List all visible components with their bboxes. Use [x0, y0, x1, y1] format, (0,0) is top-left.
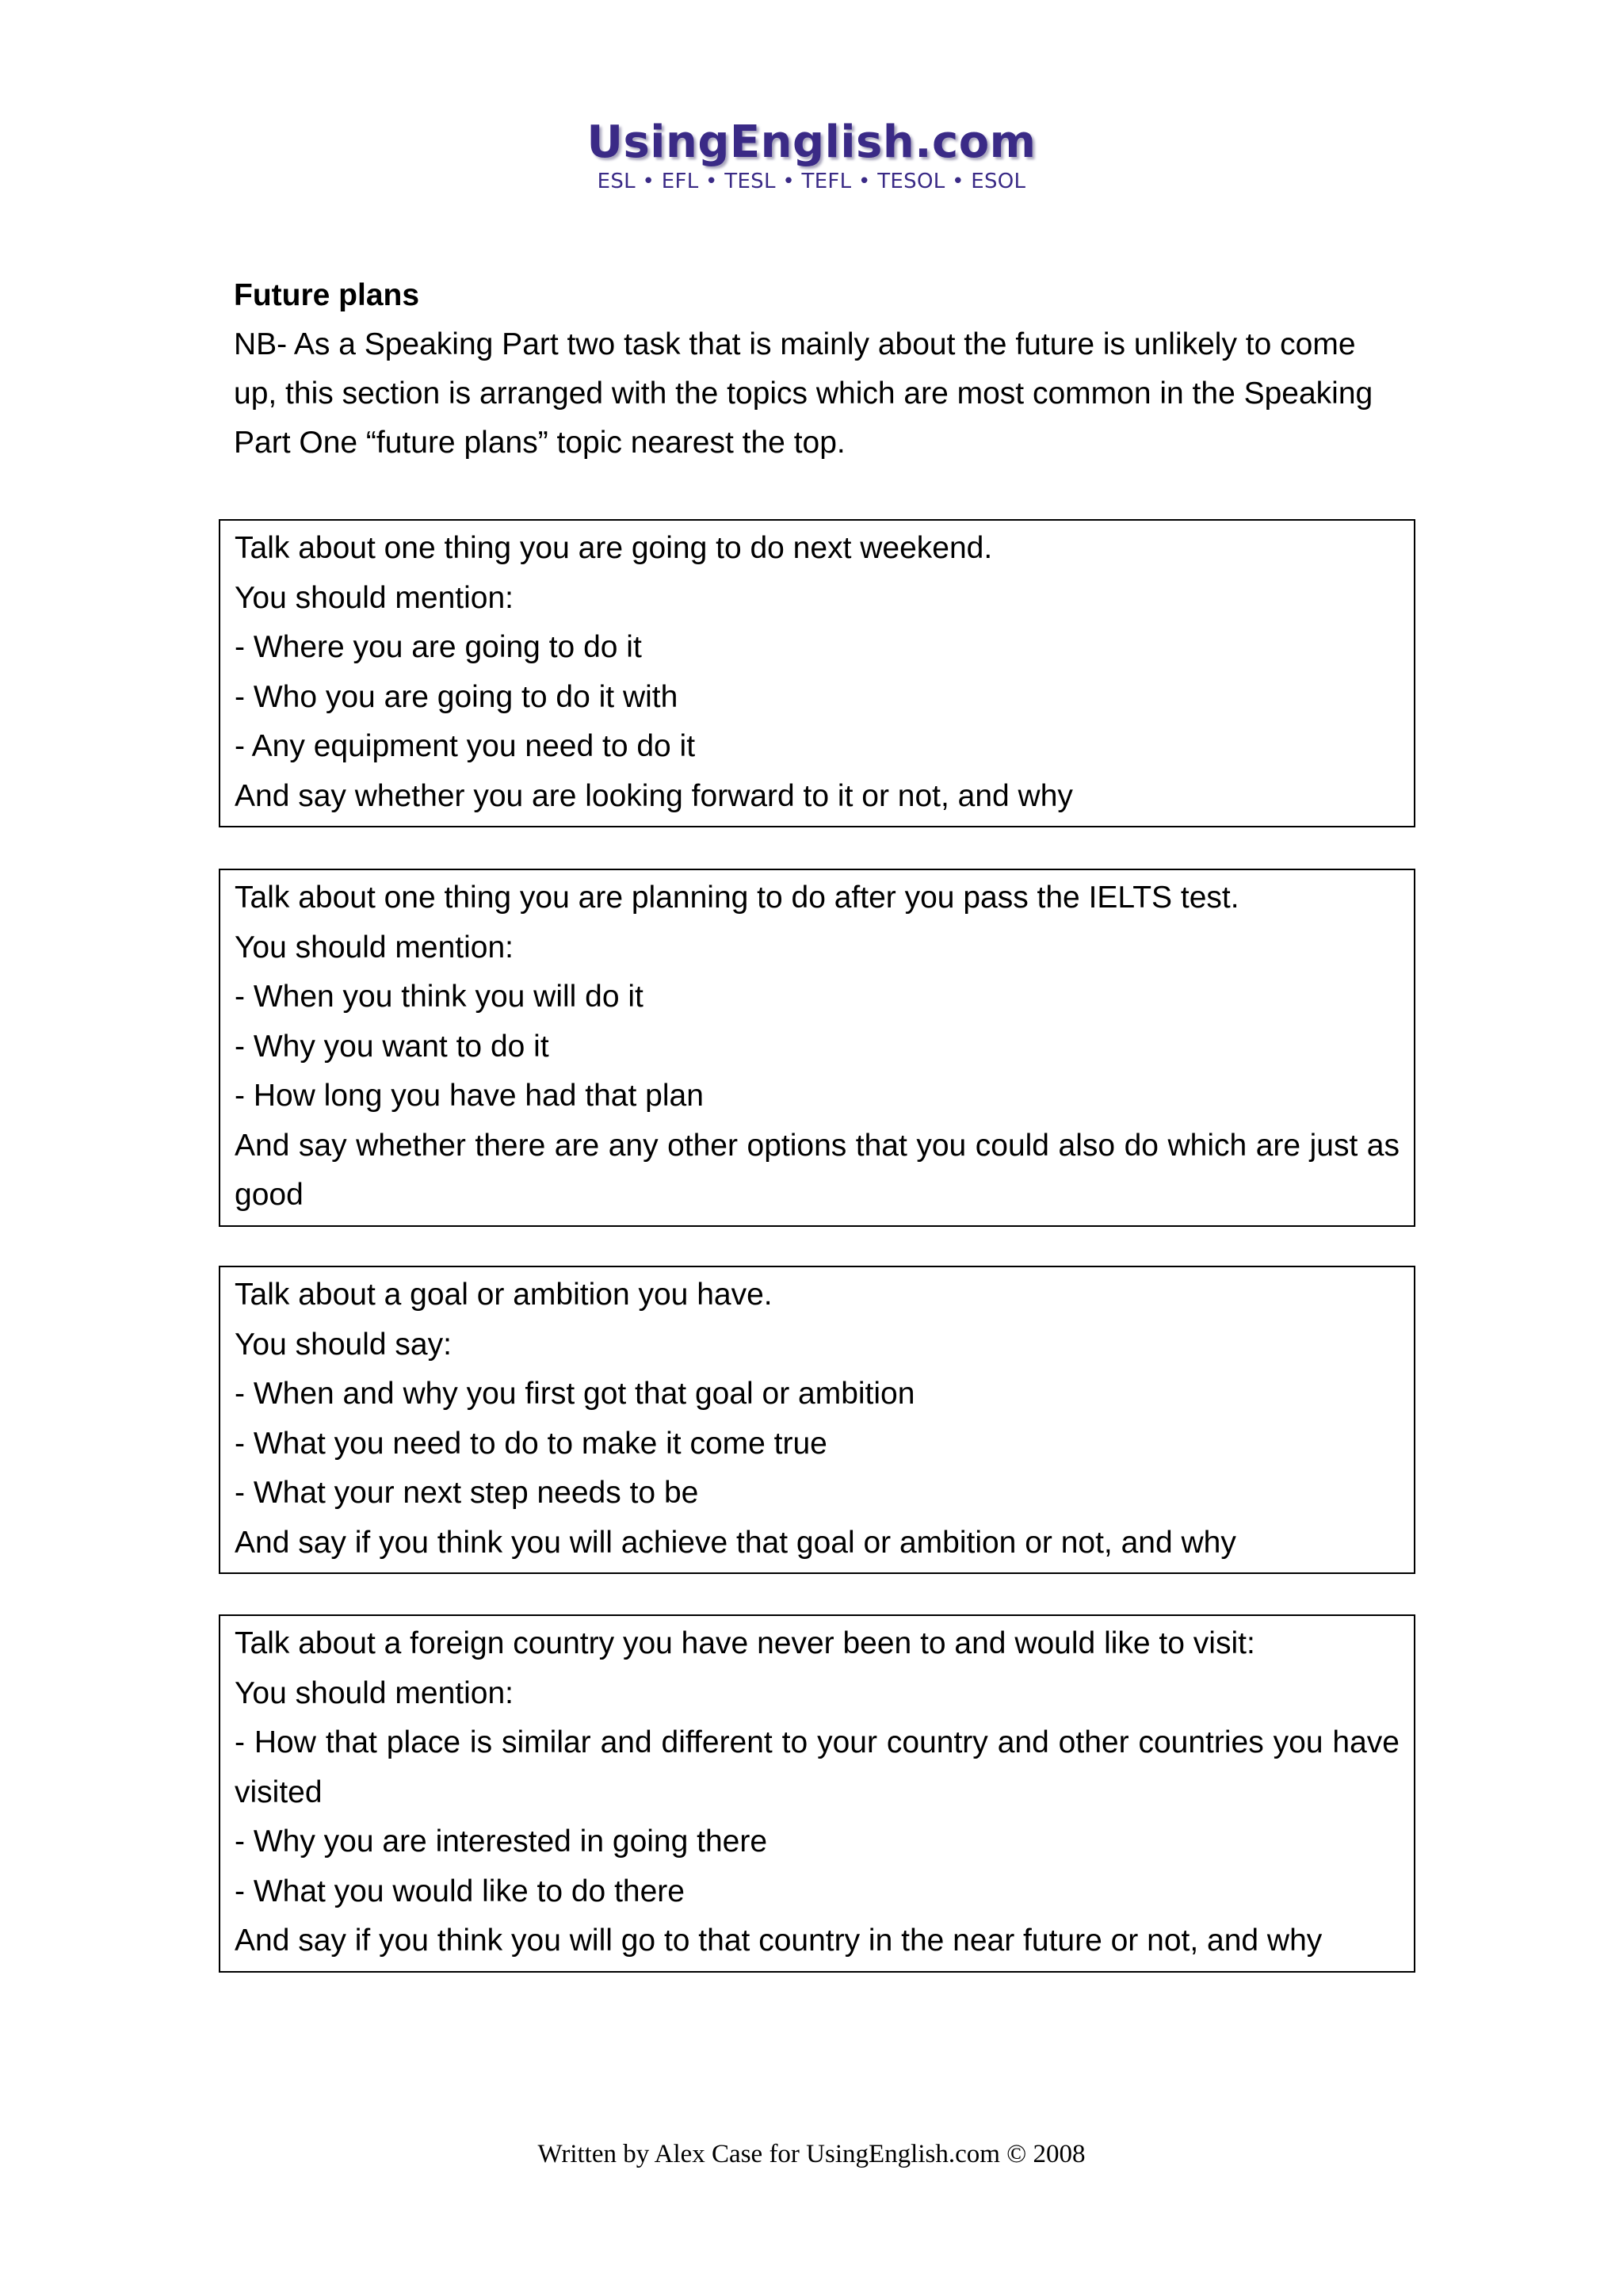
task-card-1 [219, 519, 1415, 827]
task-closing: And say whether you are looking forward to it or not, and why [235, 778, 1073, 813]
site-logo [0, 117, 1623, 193]
task-card-2 [219, 869, 1415, 1227]
task-prompt: Talk about one thing you are going to do next weekend. [235, 531, 993, 565]
task-point: - Who you are going to do it with [235, 679, 678, 714]
task-prompt: Talk about one thing you are planning to do after you pass the IELTS test. [235, 881, 1239, 915]
task-point: - Why you are interested in going there [235, 1824, 768, 1859]
task-card-3 [219, 1266, 1415, 1574]
section-note: NB- As a Speaking Part two task that is mainly about the future is unlikely to come up, this section is arranged with the topics which are most common in the Speaking Part One “future plans” topic nearest the top. [234, 327, 1373, 460]
task-point: - What your next step needs to be [235, 1476, 699, 1510]
task-closing: And say whether there are any other options that you could also do which are just as good [235, 1128, 1400, 1212]
task-card-4 [219, 1614, 1415, 1973]
task-point: - Why you want to do it [235, 1029, 549, 1064]
task-prompt: Talk about a goal or ambition you have. [235, 1278, 773, 1312]
task-lead: You should mention: [235, 1675, 514, 1710]
task-point: - When and why you first got that goal or ambition [235, 1377, 915, 1411]
task-point: - How that place is similar and different to your country and other countries you have visited [235, 1725, 1400, 1809]
task-point: - What you would like to do there [235, 1874, 685, 1908]
task-point: - Any equipment you need to do it [235, 729, 696, 763]
task-point: - How long you have had that plan [235, 1079, 704, 1113]
intro-section [234, 271, 1391, 468]
task-closing: And say if you think you will achieve that goal or ambition or not, and why [235, 1525, 1236, 1560]
task-prompt: Talk about a foreign country you have never been to and would like to visit: [235, 1626, 1255, 1660]
task-lead: You should say: [235, 1327, 452, 1362]
logo-subtitle: ESL • EFL • TESL • TEFL • TESOL • ESOL [597, 170, 1026, 193]
section-title: Future plans [234, 278, 420, 312]
logo-title: UsingEnglish.com [586, 117, 1037, 168]
task-point: - When you think you will do it [235, 980, 643, 1014]
task-lead: You should mention: [235, 580, 514, 615]
task-lead: You should mention: [235, 930, 514, 965]
task-closing: And say if you think you will go to that country in the near future or not, and why [235, 1924, 1323, 1958]
task-point: - What you need to do to make it come true [235, 1426, 827, 1461]
page-footer: Written by Alex Case for UsingEnglish.com © 2008 [537, 2140, 1086, 2168]
task-point: - Where you are going to do it [235, 630, 642, 664]
